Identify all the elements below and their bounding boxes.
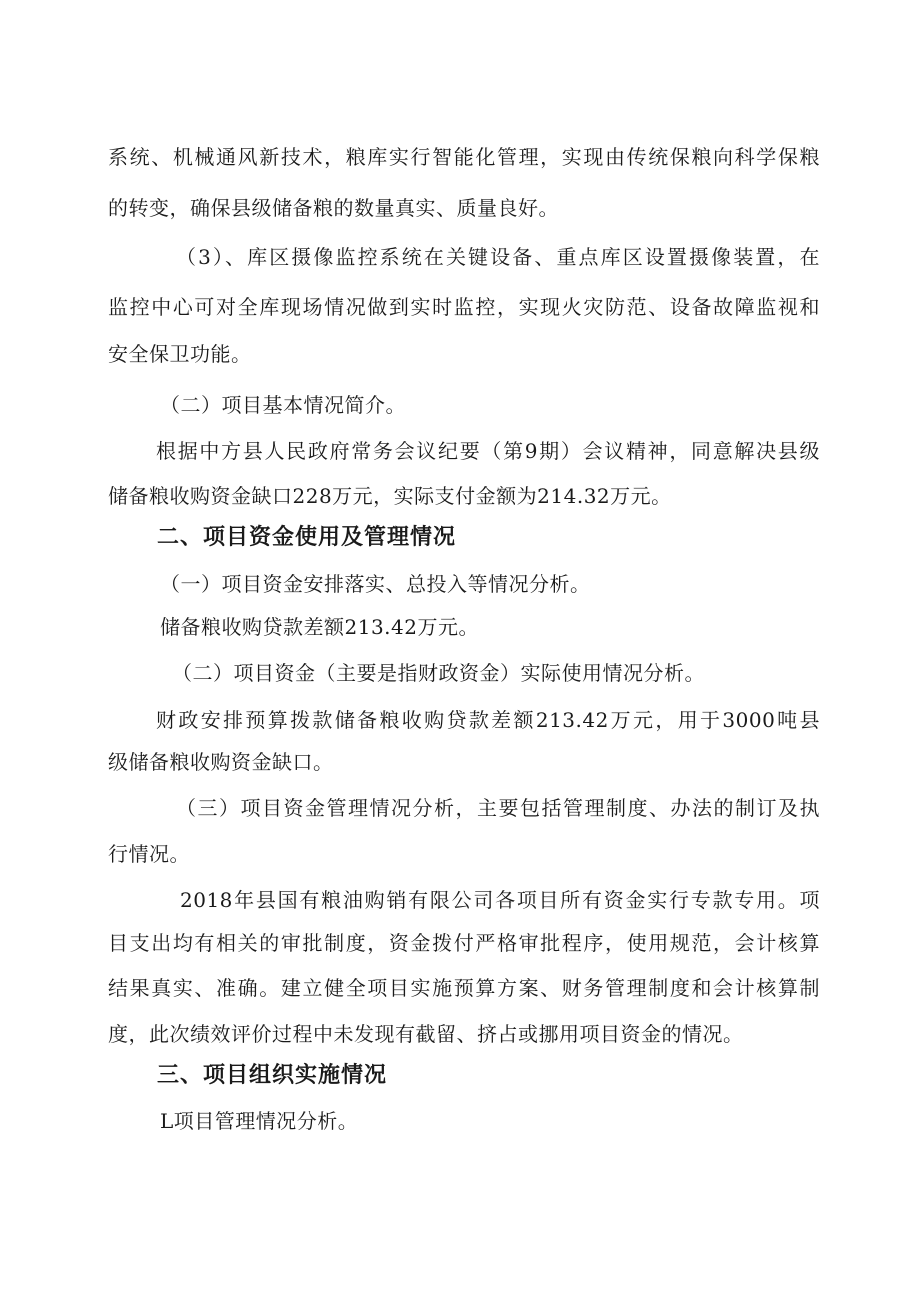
- paragraph-line: 根据中方县人民政府常务会议纪要（第9期）会议精神，同意解决县级: [156, 439, 820, 463]
- paragraph-line: 监控中心可对全库现场情况做到实时监控，实现火灾防范、设备故障监视和: [108, 295, 820, 319]
- paragraph-line: 系统、机械通风新技术，粮库实行智能化管理，实现由传统保粮向科学保粮: [108, 145, 820, 169]
- paragraph-line: 级储备粮收购资金缺口。: [108, 750, 334, 774]
- section-heading: 二、项目资金使用及管理情况: [157, 525, 457, 550]
- section-subheading: （二）项目基本情况简介。: [160, 393, 406, 417]
- paragraph-line: 财政安排预算拨款储备粮收购贷款差额213.42万元，用于3000吨县: [156, 708, 820, 732]
- paragraph-line: 储备粮收购贷款差额213.42万元。: [160, 615, 479, 639]
- paragraph-line: 2018年县国有粮油购销有限公司各项目所有资金实行专款专用。项: [180, 888, 820, 912]
- paragraph-line: （3）、库区摄像监控系统在关键设备、重点库区设置摄像装置，在: [176, 245, 820, 269]
- paragraph-line: 行情况。: [108, 842, 190, 866]
- paragraph-line: 目支出均有相关的审批制度，资金拨付严格审批程序，使用规范，会计核算: [108, 931, 820, 955]
- paragraph-line: 的转变，确保县级储备粮的数量真实、质量良好。: [108, 196, 559, 220]
- section-heading: 三、项目组织实施情况: [157, 1063, 388, 1088]
- paragraph-line: 储备粮收购资金缺口228万元，实际支付金额为214.32万元。: [108, 484, 672, 508]
- paragraph-line: 安全保卫功能。: [108, 342, 252, 366]
- section-subheading: L项目管理情况分析。: [160, 1109, 359, 1133]
- section-subheading: （二）项目资金（主要是指财政资金）实际使用情况分析。: [172, 661, 705, 685]
- paragraph-line: 度，此次绩效评价过程中未发现有截留、挤占或挪用项目资金的情况。: [108, 1022, 744, 1046]
- section-subheading: （一）项目资金安排落实、总投入等情况分析。: [160, 572, 591, 596]
- section-subheading: （三）项目资金管理情况分析，主要包括管理制度、办法的制订及执: [176, 796, 820, 820]
- paragraph-line: 结果真实、准确。建立健全项目实施预算方案、财务管理制度和会计核算制: [108, 976, 820, 1000]
